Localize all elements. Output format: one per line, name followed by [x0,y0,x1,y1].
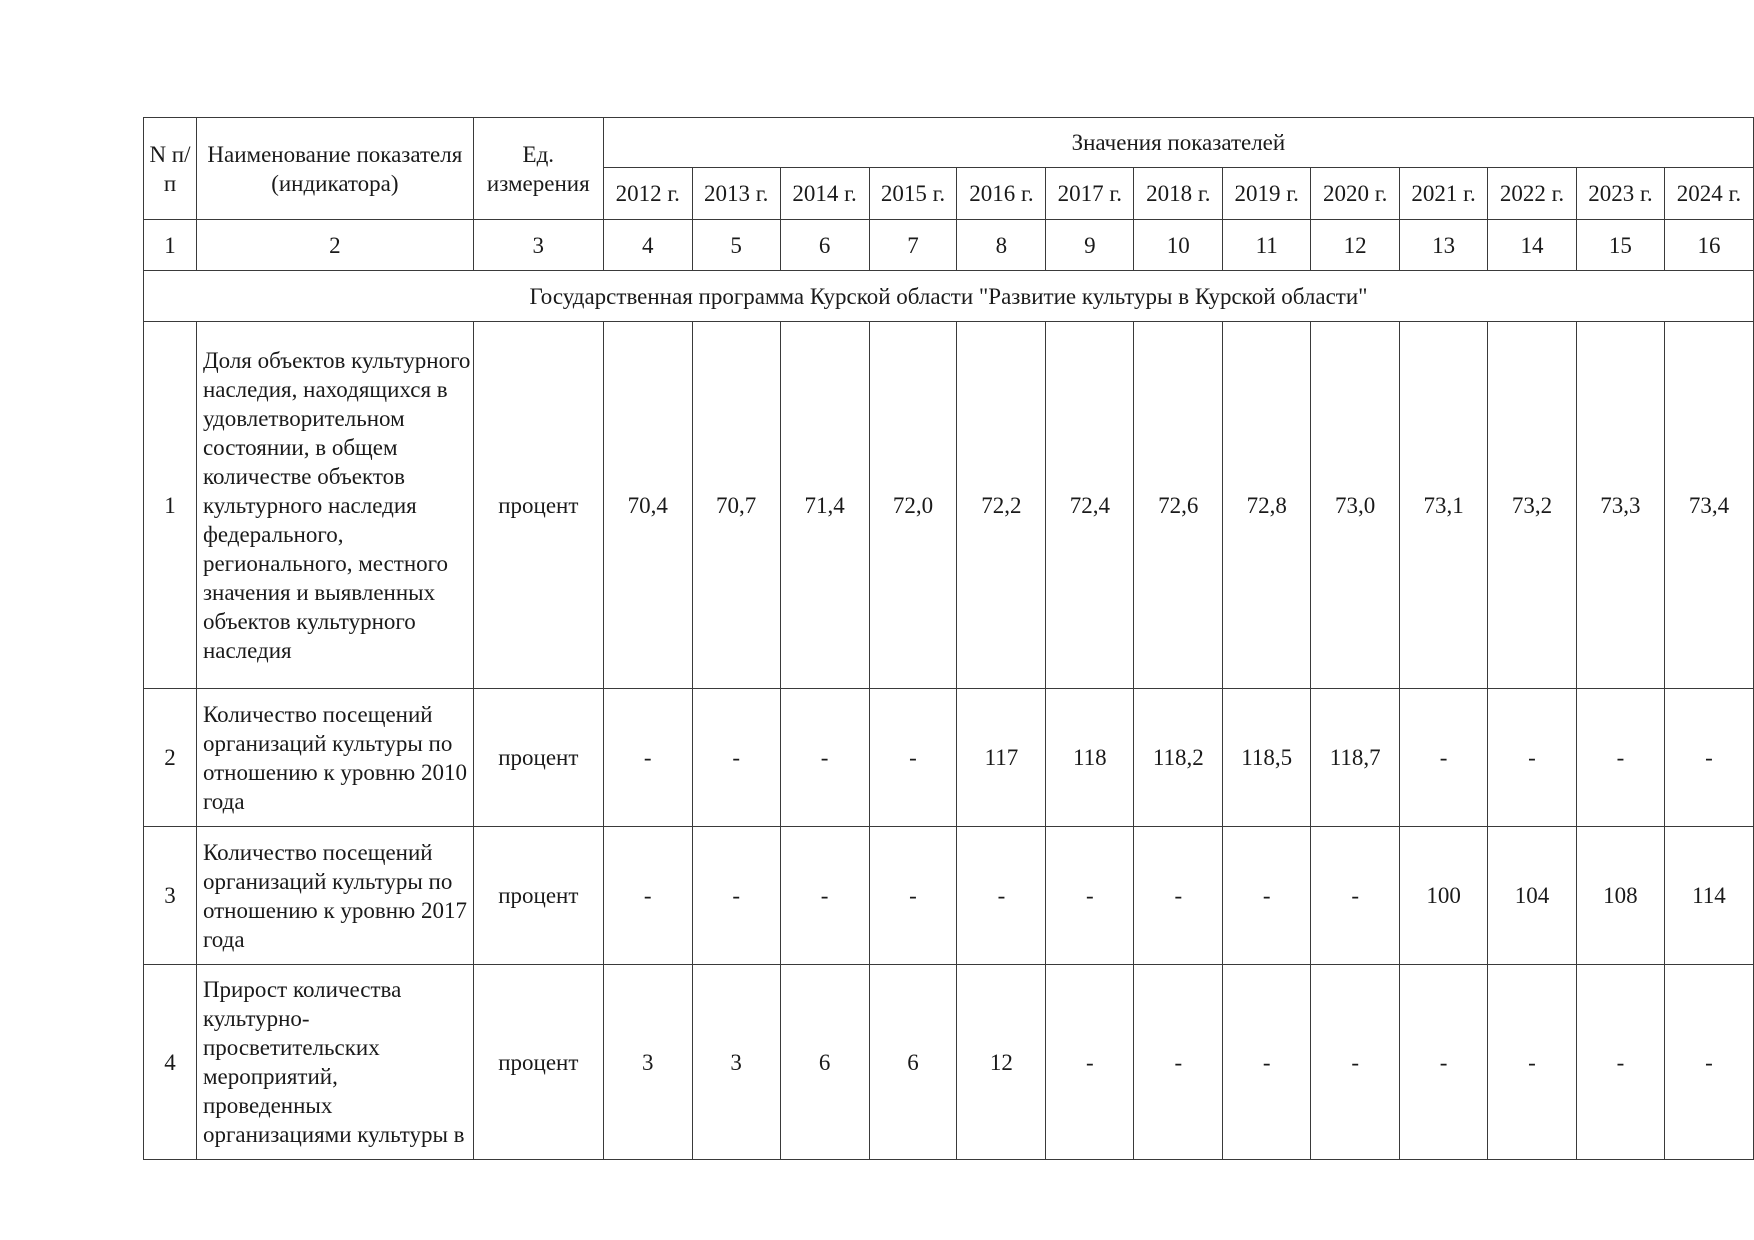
row-value: - [692,689,780,827]
row-value: 70,7 [692,322,780,689]
row-value: - [1400,689,1488,827]
row-value: 108 [1576,827,1664,965]
row-value: 73,0 [1311,322,1400,689]
column-number: 1 [144,220,197,271]
row-value: - [692,827,780,965]
row-value: 6 [780,965,869,1160]
column-number: 16 [1664,220,1753,271]
row-value: - [1400,965,1488,1160]
row-value: - [1134,827,1223,965]
header-year: 2017 г. [1046,168,1134,220]
row-value: 72,0 [869,322,957,689]
row-value: - [869,689,957,827]
row-num: 2 [144,689,197,827]
row-value: 72,6 [1134,322,1223,689]
header-values-title: Значения показателей [603,118,1753,168]
table-row [144,965,1754,1160]
table-row [144,689,1754,827]
row-value: 70,4 [603,322,692,689]
row-value: 72,2 [957,322,1046,689]
row-value: 72,8 [1223,322,1311,689]
row-name: Доля объектов культурного наследия, находящихся в удовлетворительном состоянии, в общем количестве объектов культурного наследия федерального, регионального, местного значения и выявленных объектов культурного наследия [196,322,473,689]
row-value: 6 [869,965,957,1160]
header-year: 2015 г. [869,168,957,220]
header-year: 2022 г. [1488,168,1577,220]
row-value: 73,3 [1576,322,1664,689]
row-value: 114 [1664,827,1753,965]
header-num: N п/п [144,118,197,220]
row-value: - [780,689,869,827]
column-number: 2 [196,220,473,271]
row-value: 73,1 [1400,322,1488,689]
row-value: - [1664,965,1753,1160]
row-value: - [1046,827,1134,965]
row-value: 118,5 [1223,689,1311,827]
table-row [144,322,1754,689]
header-year: 2012 г. [603,168,692,220]
column-number: 9 [1046,220,1134,271]
column-number: 12 [1311,220,1400,271]
column-number: 6 [780,220,869,271]
row-unit: процент [473,322,603,689]
row-value: - [1576,965,1664,1160]
row-value: - [1046,965,1134,1160]
row-num: 1 [144,322,197,689]
column-number: 8 [957,220,1046,271]
row-value: 71,4 [780,322,869,689]
row-value: 104 [1488,827,1577,965]
row-num: 4 [144,965,197,1160]
column-number: 4 [603,220,692,271]
row-value: 118,7 [1311,689,1400,827]
row-unit: процент [473,827,603,965]
row-value: 118 [1046,689,1134,827]
column-number: 7 [869,220,957,271]
row-value: - [1488,965,1577,1160]
column-number: 10 [1134,220,1223,271]
row-value: 3 [692,965,780,1160]
row-num: 3 [144,827,197,965]
row-value: - [1223,965,1311,1160]
header-year: 2013 г. [692,168,780,220]
header-unit: Ед. измерения [473,118,603,220]
row-value: 73,2 [1488,322,1577,689]
column-number: 5 [692,220,780,271]
row-value: - [1576,689,1664,827]
row-value: 12 [957,965,1046,1160]
row-value: 72,4 [1046,322,1134,689]
header-year: 2019 г. [1223,168,1311,220]
row-value: - [1223,827,1311,965]
row-value: 3 [603,965,692,1160]
row-value: 117 [957,689,1046,827]
column-number: 13 [1400,220,1488,271]
row-value: - [780,827,869,965]
header-name: Наименование показателя (индикатора) [196,118,473,220]
row-value: - [1311,965,1400,1160]
row-value: - [869,827,957,965]
row-value: - [1311,827,1400,965]
row-name: Прирост количества культурно-просветительских мероприятий, проведенных организациями культуры в [196,965,473,1160]
row-name: Количество посещений организаций культуры по отношению к уровню 2017 года [196,827,473,965]
row-value: - [1488,689,1577,827]
row-value: - [1134,965,1223,1160]
row-unit: процент [473,965,603,1160]
header-year: 2021 г. [1400,168,1488,220]
row-value: - [603,689,692,827]
column-number: 14 [1488,220,1577,271]
row-value: 73,4 [1664,322,1753,689]
row-value: 100 [1400,827,1488,965]
indicators-table [143,117,1754,1160]
column-number: 11 [1223,220,1311,271]
program-title-row [144,271,1754,322]
column-number: 15 [1576,220,1664,271]
row-value: - [1664,689,1753,827]
row-unit: процент [473,689,603,827]
header-year: 2023 г. [1576,168,1664,220]
program-title: Государственная программа Курской области "Развитие культуры в Курской области" [144,271,1754,322]
row-name: Количество посещений организаций культуры по отношению к уровню 2010 года [196,689,473,827]
column-number: 3 [473,220,603,271]
column-numbers-row [144,220,1754,271]
header-year: 2024 г. [1664,168,1753,220]
row-value: - [957,827,1046,965]
row-value: 118,2 [1134,689,1223,827]
table-row [144,827,1754,965]
header-year: 2018 г. [1134,168,1223,220]
row-value: - [603,827,692,965]
header-year: 2016 г. [957,168,1046,220]
header-row [144,118,1754,168]
header-year: 2014 г. [780,168,869,220]
header-year: 2020 г. [1311,168,1400,220]
